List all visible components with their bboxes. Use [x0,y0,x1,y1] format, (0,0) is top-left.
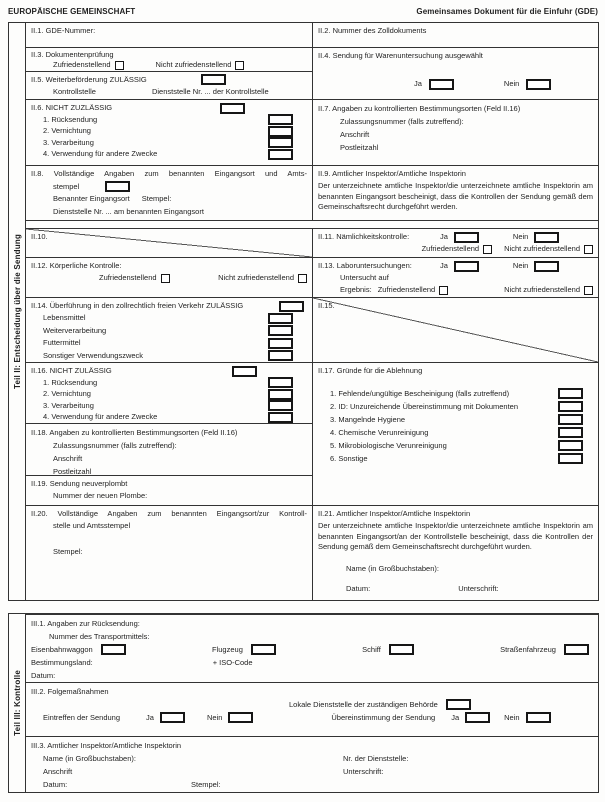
ii16-item-3-label: 3. Verarbeitung [43,400,94,410]
field-ii5 [26,71,312,99]
iii1-ship-checkbox[interactable] [389,644,414,655]
ii8-unit-nr-label: Dienststelle Nr. ... am benannten Eingangsort [53,206,204,216]
iii3-signature-label: Unterschrift: [343,767,384,776]
ii13-satisfactory-label: Zufriedenstellend [377,285,436,294]
ii4-no-label: Nein [503,79,520,88]
ii14-item-1-checkbox[interactable] [268,313,293,324]
ii12-label: II.12. Körperliche Kontrolle: [31,261,122,270]
ii13-yes-checkbox[interactable] [454,261,479,272]
ii11-yes-checkbox[interactable] [454,232,479,243]
iii2-conformity-label: Übereinstimmung der Sendung [331,713,436,722]
ii11-satisfactory-label: Zufriedenstellend [421,244,480,253]
ii11-yes-label: Ja [440,232,448,241]
field-ii17 [312,362,598,505]
iii1-railway-checkbox[interactable] [101,644,126,655]
iii1-date-label: Datum: [31,671,56,680]
ii18-address-label: Anschrift [53,454,83,463]
part2-side-strip [9,23,26,600]
ii18-postcode-label: Postleitzahl [53,467,92,475]
ii17-reason-1-checkbox[interactable] [558,388,583,399]
field-ii14 [26,297,312,362]
ii16-item-3-checkbox[interactable] [268,400,293,411]
iii3-label: III.3. Amtlicher Inspektor/Amtliche Inspektorin [31,741,182,750]
iii2-local-office-label: Lokale Dienststelle der zuständigen Behörde [289,700,438,709]
document-title: Gemeinsames Dokument für die Einfuhr (GDE) [416,7,598,16]
iii2-conformity-yes-label: Ja [451,713,460,722]
field-ii6 [26,99,312,165]
field-ii18 [26,423,312,475]
ii3-not-satisfactory-label: Nicht zufriedenstellend [155,60,232,69]
field-ii4 [312,47,598,99]
iii1-country-label: Bestimmungsland: [31,658,93,667]
iii1-railway-label: Eisenbahnwaggon [31,645,93,654]
ii16-item-4-checkbox[interactable] [268,412,293,423]
part2-side-label: Teil II: Entscheidung über die Sendung [12,233,22,389]
iii2-conformity-yes-checkbox[interactable] [465,712,490,723]
ii21-label: II.21. Amtlicher Inspektor/Amtliche Inspektorin [318,509,471,518]
ii4-yes-label: Ja [414,79,422,88]
ii14-item-1-label: Lebensmittel [43,313,86,323]
part3-section [8,613,599,793]
ii9-label: II.9. Amtlicher Inspektor/Amtliche Inspektorin [318,169,466,178]
ii16-item-1-label: 1. Rücksendung [43,377,98,387]
ii11-label: II.11. Nämlichkeitskontrolle: [318,232,410,241]
field-ii2 [312,23,598,47]
ii17-reason-5-label: 5. Mikrobiologische Verunreinigung [330,440,447,450]
ii3-satisfactory-checkbox[interactable] [115,61,124,70]
ii16-item-4-label: 4. Verwendung für andere Zwecke [43,412,158,422]
iii1-aeroplane-checkbox[interactable] [251,644,276,655]
field-ii13 [312,257,598,297]
ii8-label-line1: II.8. Vollständige Angaben zum benannten Eingangsort und Amts- [31,169,307,178]
ii17-reason-3-label: 3. Mangelnde Hygiene [330,414,406,424]
ii5-control-point-label: Kontrollstelle [53,86,96,96]
ii12-satisfactory-checkbox[interactable] [161,274,170,283]
iii2-conformity-no-checkbox[interactable] [526,712,551,723]
ii13-label: II.13. Laboruntersuchungen: [318,261,412,270]
part2-grid [26,23,598,600]
page-header [0,0,605,16]
iii3-stamp-label: Stempel: [191,780,221,789]
ii7-approval-number-label: Zulassungsnummer (falls zutreffend): [340,117,464,126]
ii6-item-3-checkbox[interactable] [268,137,293,148]
ii15-label: II.15. [318,301,335,310]
iii3-office-number-label: Nr. der Dienststelle: [343,754,409,763]
ii21-declaration-text: Der unterzeichnete amtliche Inspektor/die unterzeichnete amtliche Inspektorin am benannten Eingangsort/an der Kontrollstelle bescheinigt, dass die Kontrollen der Sendung gemäß dem Gemeinschaftsrecht durchgeführt wurden. [318,521,593,551]
ii14-checkbox[interactable] [279,301,304,312]
ii13-yes-label: Ja [440,261,448,270]
ii12-not-satisfactory-label: Nicht zufriedenstellend [218,273,294,282]
ii8-stamp-label: Stempel: [141,194,172,203]
ii11-not-satisfactory-checkbox[interactable] [584,245,593,254]
field-ii8 [26,165,312,220]
ii13-no-checkbox[interactable] [534,261,559,272]
ii13-satisfactory-checkbox[interactable] [439,286,448,295]
ii3-satisfactory-label: Zufriedenstellend [53,60,111,69]
iii1-ship-label: Schiff [362,645,381,654]
ii18-label: II.18. Angaben zu kontrollierten Bestimmungsorten (Feld II.16) [31,428,238,437]
field-ii9 [312,165,598,220]
ii6-item-2-checkbox[interactable] [268,126,293,137]
ii21-date-label: Datum: [346,583,371,593]
ii19-label: II.19. Sendung neuverplombt [31,479,128,488]
ii14-item-2-checkbox[interactable] [268,325,293,336]
ii17-reason-2-label: 2. ID: Unzureichende Übereinstimmung mit Dokumenten [330,401,519,411]
field-iii1 [26,614,598,682]
field-ii10 [26,228,312,257]
iii2-conformity-no-label: Nein [504,713,520,722]
iii3-address-label: Anschrift [43,767,73,776]
ii8-label-line2: stempel [53,181,80,191]
part3-rows [26,614,598,792]
ii20-label-line1: II.20. Vollständige Angaben zum benannten Eingangsort/zur Kontroll- [31,509,307,518]
field-ii1 [26,23,312,47]
iii2-label: III.2. Folgemaßnahmen [31,687,109,696]
field-ii3 [26,47,312,71]
ii6-item-4-checkbox[interactable] [268,149,293,160]
field-ii16 [26,362,312,423]
iii3-name-label: Name (in Großbuchstaben): [43,754,136,763]
ii20-stamp-label: Stempel: [53,547,83,556]
ii17-reason-1-label: 1. Fehlende/ungültige Bescheinigung (falls zutreffend) [330,388,510,398]
ii7-postcode-label: Postleitzahl [340,143,379,152]
ii13-no-label: Nein [512,261,529,270]
ii21-signature-label: Unterschrift: [458,583,499,593]
ii6-label: II.6. NICHT ZUZLÄSSIG [31,103,113,112]
iii3-date-label: Datum: [43,780,68,789]
ii6-item-2-label: 2. Vernichtung [43,126,91,136]
iii2-arrival-label: Eintreffen der Sendung [43,713,121,722]
iii2-arrival-no-label: Nein [206,713,223,722]
field-iii3 [26,736,598,792]
field-ii11 [312,228,598,257]
iii1-road-vehicle-label: Straßenfahrzeug [500,645,556,654]
ii7-address-label: Anschrift [340,130,370,139]
ii13-tested-for-label: Untersucht auf [340,273,389,282]
ii4-yes-checkbox[interactable] [429,79,454,90]
iii1-transport-number-label: Nummer des Transportmittels: [49,632,150,641]
ii16-item-2-checkbox[interactable] [268,389,293,400]
ii17-reason-6-label: 6. Sonstige [330,453,368,463]
ii17-reason-3-checkbox[interactable] [558,414,583,425]
ii7-label: II.7. Angaben zu kontrollierten Bestimmungsorten (Feld II.16) [318,104,521,113]
part3-side-strip [9,614,26,792]
ii11-no-checkbox[interactable] [534,232,559,243]
ii14-item-3-checkbox[interactable] [268,338,293,349]
ii14-label: II.14. Überführung in den zollrechtlich freien Verkehr ZULÄSSIG [31,301,244,310]
ii17-reason-4-checkbox[interactable] [558,427,583,438]
community-title: EUROPÄISCHE GEMEINSCHAFT [8,7,136,16]
ii5-unit-nr-label: Dienststelle Nr. ... der Kontrollstelle [151,86,269,96]
field-ii21 [312,505,598,600]
ii16-checkbox[interactable] [232,366,257,377]
ii20-label-line2: stelle und Amtsstempel [53,521,131,530]
field-ii19 [26,475,312,505]
ii8-entry-point-label: Benannter Eingangsort [53,194,130,203]
ii13-not-satisfactory-label: Nicht zufriedenstellend [504,285,580,294]
ii16-label: II.16. NICHT ZULÄSSIG [31,366,112,375]
ii6-item-1-label: 1. Rücksendung [43,114,98,124]
ii17-reason-4-label: 4. Chemische Verunreinigung [330,427,429,437]
ii13-result-label: Ergebnis: [340,285,372,294]
ii10-label: II.10. [31,232,48,241]
field-ii15 [312,297,598,362]
iii1-aeroplane-label: Flugzeug [212,645,243,654]
ii17-label: II.17. Gründe für die Ablehnung [318,366,423,375]
ii13-not-satisfactory-checkbox[interactable] [584,286,593,295]
part2-section [8,22,599,601]
ii14-item-3-label: Futtermittel [43,338,81,348]
ii12-not-satisfactory-checkbox[interactable] [298,274,307,283]
ii6-checkbox[interactable] [220,103,245,114]
field-ii20 [26,505,312,600]
ii21-name-label: Name (in Großbuchstaben): [346,563,439,573]
ii5-checkbox[interactable] [201,74,226,85]
ii4-no-checkbox[interactable] [526,79,551,90]
iii2-arrival-no-checkbox[interactable] [228,712,253,723]
ii18-approval-number-label: Zulassungsnummer (falls zutreffend): [53,441,177,450]
spacer-row [26,220,598,228]
ii8-checkbox[interactable] [105,181,130,192]
ii11-satisfactory-checkbox[interactable] [483,245,492,254]
ii19-seal-number-label: Nummer der neuen Plombe: [53,491,148,500]
ii14-item-2-label: Weiterverarbeitung [43,325,107,335]
ii3-not-satisfactory-checkbox[interactable] [235,61,244,70]
ii16-item-2-label: 2. Vernichtung [43,389,91,399]
ii2-label: II.2. Nummer des Zolldokuments [318,26,427,35]
ii17-reason-2-checkbox[interactable] [558,401,583,412]
ii4-label: II.4. Sendung für Warenuntersuchung ausgewählt [318,51,483,60]
iii2-arrival-yes-checkbox[interactable] [160,712,185,723]
iii1-iso-code-label: + ISO-Code [212,658,253,667]
ii3-label: II.3. Dokumentenprüfung [31,50,114,59]
ii14-item-4-checkbox[interactable] [268,350,293,361]
iii1-label: III.1. Angaben zur Rücksendung: [31,619,140,628]
ii9-declaration-text: Der unterzeichnete amtliche Inspektor/die unterzeichnete amtliche Inspektorin am benannten Eingangsort bescheinigt, dass die Kontrollen der Sendung gemäß dem Gemeinschaftsrecht durchgeführt werden. [318,181,593,211]
ii14-item-4-label: Sonstiger Verwendungszweck [43,350,144,360]
ii6-item-3-label: 3. Verarbeitung [43,137,94,147]
ii17-reason-5-checkbox[interactable] [558,440,583,451]
ii6-item-1-checkbox[interactable] [268,114,293,125]
ii11-no-label: Nein [512,232,529,241]
ii5-label: II.5. Weiterbeförderung ZULÄSSIG [31,75,147,84]
ii16-item-1-checkbox[interactable] [268,377,293,388]
field-ii7 [312,99,598,165]
iii1-road-vehicle-checkbox[interactable] [564,644,589,655]
iii2-arrival-yes-label: Ja [146,713,154,722]
field-iii2 [26,682,598,736]
ii12-satisfactory-label: Zufriedenstellend [99,273,157,282]
part3-side-label: Teil III: Kontrolle [12,670,22,736]
ii1-label: II.1. GDE-Nummer: [31,26,96,35]
ii17-reason-6-checkbox[interactable] [558,453,583,464]
ii6-item-4-label: 4. Verwendung für andere Zwecke [43,149,158,159]
ii11-not-satisfactory-label: Nicht zufriedenstellend [504,244,580,253]
iii2-local-office-checkbox[interactable] [446,699,471,710]
field-ii12 [26,257,312,297]
